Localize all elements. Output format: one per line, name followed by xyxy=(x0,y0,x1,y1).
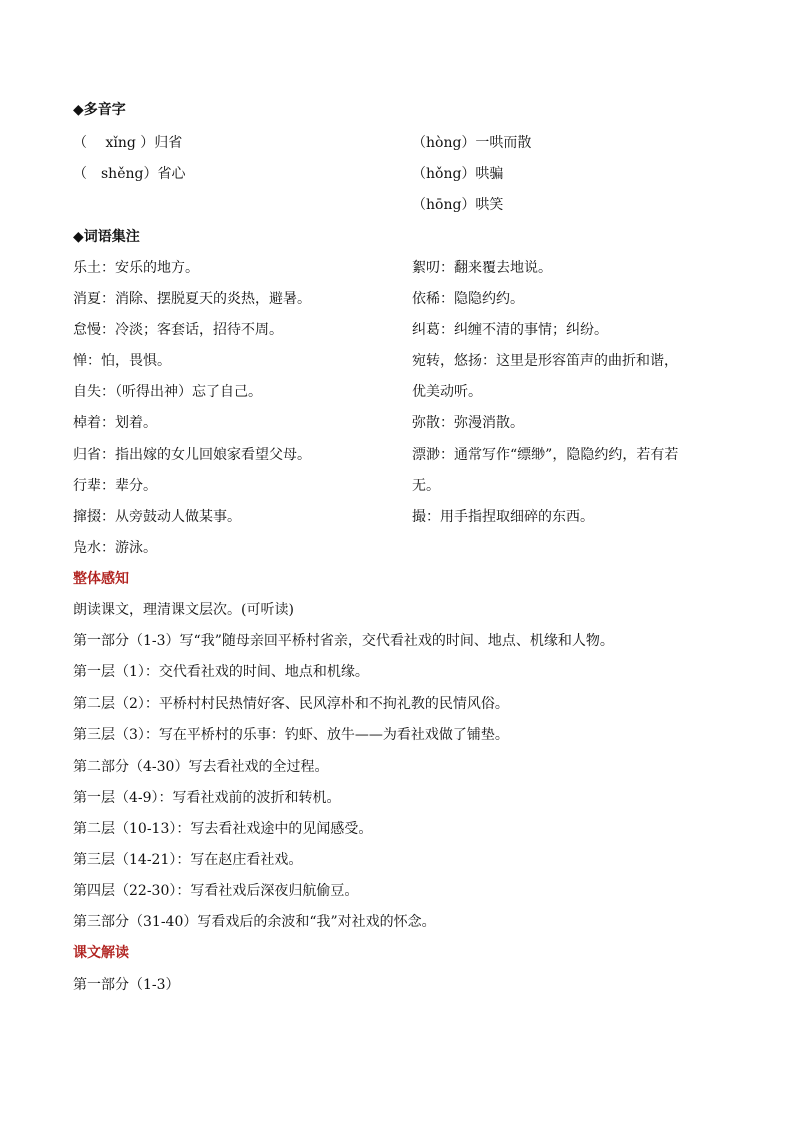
overview-line: 第一层（1）：交代看社戏的时间、地点和机缘。 xyxy=(73,664,369,680)
overview-line: 第三层（14-21）：写在赵庄看社戏。 xyxy=(73,852,303,868)
vocab-right-item: 依稀：隐隐约约。 xyxy=(412,291,524,307)
polyphonic-left-item: （ xǐng ）归省 xyxy=(73,135,183,151)
vocab-left-item: 撺掇：从旁鼓动人做某事。 xyxy=(73,509,241,525)
reading-heading: 课文解读 xyxy=(73,945,129,961)
vocab-left-item: 凫水：游泳。 xyxy=(73,540,157,556)
polyphonic-right-item: （hǒng）哄骗 xyxy=(412,166,504,182)
overview-line: 第三部分（31-40）写看戏后的余波和“我”对社戏的怀念。 xyxy=(73,914,436,930)
overview-line: 第四层（22-30）：写看社戏后深夜归航偷豆。 xyxy=(73,883,359,899)
vocab-left-item: 归省：指出嫁的女儿回娘家看望父母。 xyxy=(73,447,311,463)
vocab-left-item: 怠慢：冷淡；客套话，招待不周。 xyxy=(73,322,283,338)
overview-line: 第二层（2）：平桥村村民热情好客、民风淳朴和不拘礼教的民情风俗。 xyxy=(73,696,509,712)
vocab-heading: ◆词语集注 xyxy=(73,229,140,245)
vocab-right-item: 纠葛：纠缠不清的事情；纠纷。 xyxy=(412,322,608,338)
polyphonic-left-item: （ shěng）省心 xyxy=(73,166,186,182)
overview-line: 朗读课文，理清课文层次。(可听读) xyxy=(73,602,294,618)
vocab-right-item: 弥散：弥漫消散。 xyxy=(412,415,524,431)
vocab-left-item: 乐土：安乐的地方。 xyxy=(73,260,199,276)
polyphonic-right-item: （hòng）一哄而散 xyxy=(412,135,532,151)
overview-line: 第一部分（1-3）写“我”随母亲回平桥村省亲，交代看社戏的时间、地点、机缘和人物。 xyxy=(73,633,614,649)
vocab-right-item: 漂渺：通常写作“缥缈”，隐隐约约，若有若 xyxy=(412,447,679,463)
polyphonic-right-item: （hōng）哄笑 xyxy=(412,197,504,213)
overview-line: 第二层（10-13）：写去看社戏途中的见闻感受。 xyxy=(73,821,373,837)
vocab-left-item: 行辈：辈分。 xyxy=(73,478,157,494)
overview-line: 第二部分（4-30）写去看社戏的全过程。 xyxy=(73,759,329,775)
vocab-right-item: 絮叨：翻来覆去地说。 xyxy=(412,260,552,276)
overview-heading: 整体感知 xyxy=(73,571,129,587)
reading-line: 第一部分（1-3） xyxy=(73,977,180,993)
vocab-right-item: 优美动听。 xyxy=(412,384,482,400)
overview-line: 第三层（3）：写在平桥村的乐事：钓虾、放牛——为看社戏做了铺垫。 xyxy=(73,727,509,743)
polyphonic-heading: ◆多音字 xyxy=(73,102,126,118)
vocab-right-item: 宛转，悠扬：这里是形容笛声的曲折和谐， xyxy=(412,353,678,369)
vocab-left-item: 棹着：划着。 xyxy=(73,415,157,431)
vocab-right-item: 无。 xyxy=(412,478,440,494)
vocab-right-item: 撮：用手指捏取细碎的东西。 xyxy=(412,509,594,525)
vocab-left-item: 消夏：消除、摆脱夏天的炎热，避暑。 xyxy=(73,291,311,307)
vocab-left-item: 自失：（听得出神）忘了自己。 xyxy=(73,384,262,400)
overview-line: 第一层（4-9）：写看社戏前的波折和转机。 xyxy=(73,790,341,806)
vocab-left-item: 惮：怕，畏惧。 xyxy=(73,353,171,369)
